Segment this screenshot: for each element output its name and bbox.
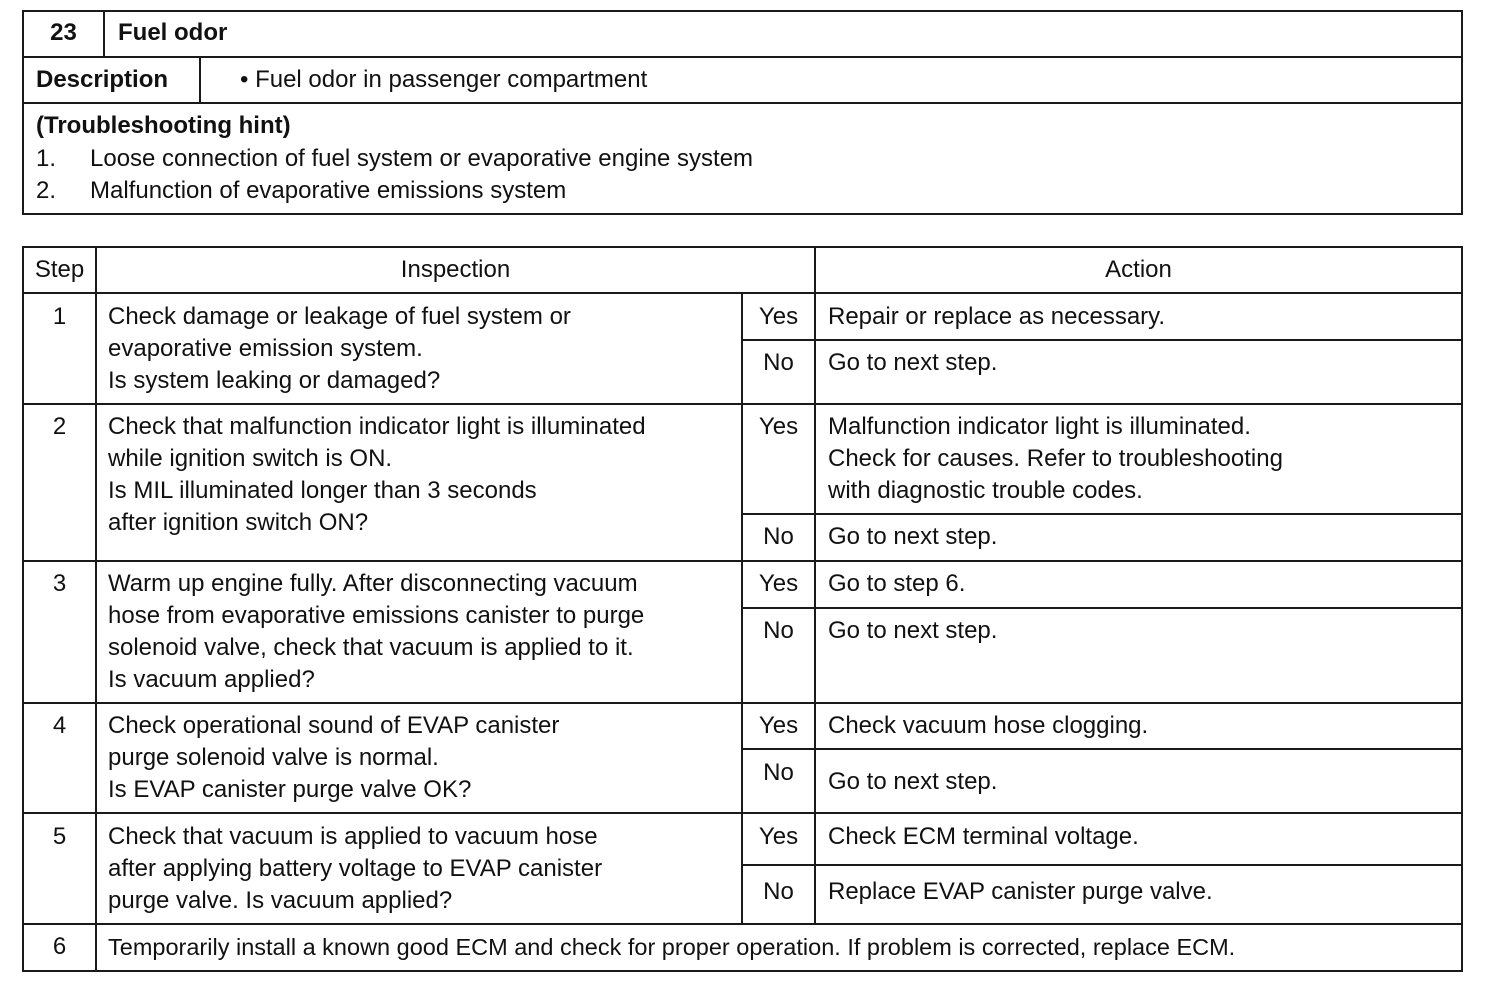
inspection-text: Warm up engine fully. After disconnecting vacuum hose from evaporative emissions canister to purge solenoid valve, check that vacuum is applied to it. Is vacuum applied? [108, 570, 645, 693]
yes-no-divider [741, 864, 1463, 866]
no-label: No [763, 878, 794, 905]
header-divider-1 [22, 56, 1463, 58]
action-text: Malfunction indicator light is illuminated. Check for causes. Refer to troubleshooting with diagnostic trouble codes. [828, 413, 1283, 504]
action-text: Go to next step. [828, 617, 998, 644]
header-step: Step [34, 256, 85, 283]
hint-text: Loose connection of fuel system or evaporative engine system [90, 145, 754, 172]
header-number-divider [103, 10, 105, 56]
yes-label: Yes [758, 823, 799, 850]
step-number: 5 [52, 823, 67, 850]
final-step-text: Temporarily install a known good ECM and check for proper operation. If problem is corrected, replace ECM. [108, 934, 1236, 960]
step-number: 4 [52, 712, 67, 739]
step-number: 6 [52, 933, 67, 960]
step-column-divider [95, 246, 97, 972]
row-divider [22, 923, 1463, 925]
action-text: Go to step 6. [828, 570, 966, 597]
header-description-divider [199, 56, 201, 102]
description-label: Description [36, 66, 169, 93]
yes-label: Yes [758, 413, 799, 440]
action-text: Go to next step. [828, 768, 998, 795]
action-text: Check ECM terminal voltage. [828, 823, 1139, 850]
yes-label: Yes [758, 712, 799, 739]
header-action: Action [1105, 256, 1172, 283]
action-text: Repair or replace as necessary. [828, 303, 1166, 330]
no-label: No [763, 617, 794, 644]
inspection-text: Check that vacuum is applied to vacuum hose after applying battery voltage to EVAP canister purge valve. Is vacuum applied? [108, 823, 603, 914]
step-number: 1 [52, 303, 67, 330]
step-number: 3 [52, 570, 67, 597]
no-label: No [763, 349, 794, 376]
step-number: 2 [52, 413, 67, 440]
trouble-title: Fuel odor [118, 19, 228, 46]
no-label: No [763, 523, 794, 550]
yes-label: Yes [758, 570, 799, 597]
yes-no-divider [741, 513, 1463, 515]
action-text: Go to next step. [828, 523, 998, 550]
inspection-text: Check that malfunction indicator light is illuminated while ignition switch is ON. Is MIL illuminated longer than 3 seconds after ignition switch ON? [108, 413, 646, 536]
no-label: No [763, 759, 794, 786]
yes-no-divider [741, 339, 1463, 341]
yes-no-divider [741, 748, 1463, 750]
action-text: Go to next step. [828, 349, 998, 376]
hint-number: 2. [36, 177, 57, 204]
yes-no-divider [741, 607, 1463, 609]
hint-text: Malfunction of evaporative emissions system [90, 177, 567, 204]
yes-label: Yes [758, 303, 799, 330]
header-divider-2 [22, 102, 1463, 104]
action-column-divider [814, 246, 816, 923]
hint-number: 1. [36, 145, 57, 172]
inspection-text: Check damage or leakage of fuel system or evaporative emission system. Is system leaking or damaged? [108, 303, 571, 394]
header-inspection: Inspection [400, 256, 511, 283]
description-text: • Fuel odor in passenger compartment [240, 66, 648, 93]
action-text: Check vacuum hose clogging. [828, 712, 1149, 739]
hint-title: (Troubleshooting hint) [36, 112, 291, 139]
inspection-text: Check operational sound of EVAP canister purge solenoid valve is normal. Is EVAP canister purge valve OK? [108, 712, 560, 803]
action-text: Replace EVAP canister purge valve. [828, 878, 1213, 905]
trouble-number: 23 [50, 19, 77, 46]
